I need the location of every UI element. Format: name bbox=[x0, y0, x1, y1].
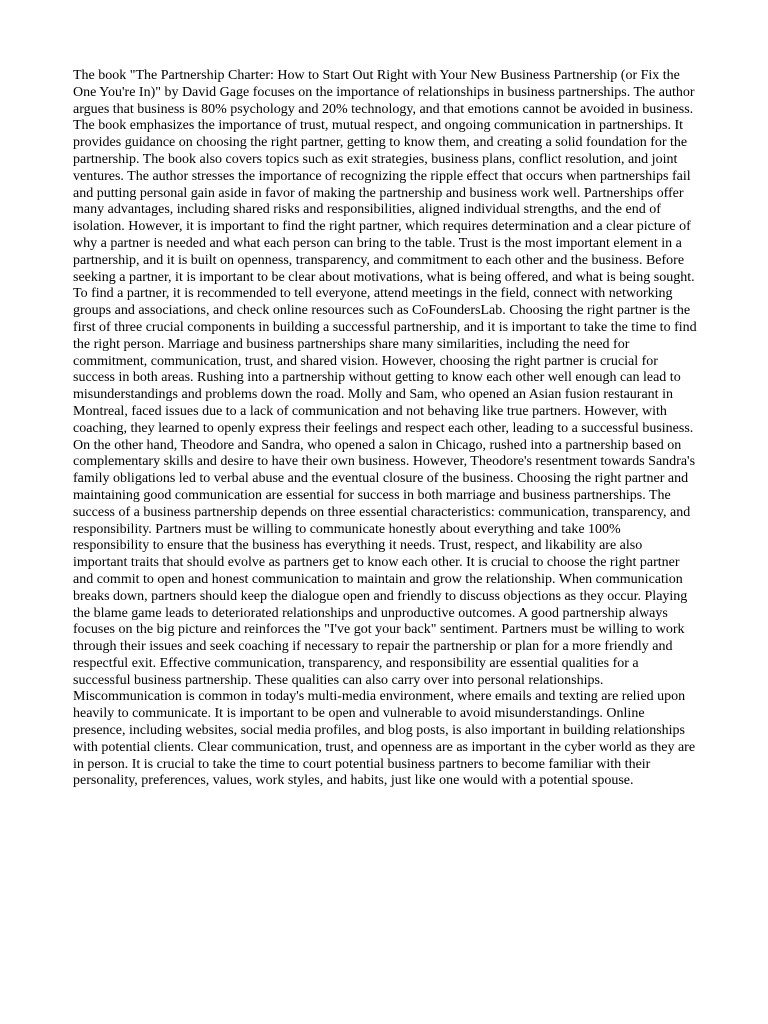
document-page bbox=[73, 68, 698, 790]
summary-paragraph: The book "The Partnership Charter: How to Start Out Right with Your New Business Partnership (or Fix the One You're In)" by David Gage focuses on the importance of relationships in business partnerships. The author argues that business is 80% psychology and 20% technology, and that emotions cannot be avoided in business. The book emphasizes the importance of trust, mutual respect, and ongoing communication in partnerships. It provides guidance on choosing the right partner, getting to know them, and creating a solid foundation for the partnership. The book also covers topics such as exit strategies, business plans, conflict resolution, and joint ventures. The author stresses the importance of recognizing the ripple effect that occurs when partnerships fail and putting personal gain aside in favor of making the partnership and business work well. Partnerships offer many advantages, including shared risks and responsibilities, aligned individual strengths, and the end of isolation. However, it is important to find the right partner, which requires determination and a clear picture of why a partner is needed and what each person can bring to the table. Trust is the most important element in a partnership, and it is built on openness, transparency, and commitment to each other and the business. Before seeking a partner, it is important to be clear about motivations, what is being offered, and what is being sought. To find a partner, it is recommended to tell everyone, attend meetings in the field, connect with networking groups and associations, and check online resources such as CoFoundersLab. Choosing the right partner is the first of three crucial components in building a successful partnership, and it is important to take the time to find the right person. Marriage and business partnerships share many similarities, including the need for commitment, communication, trust, and shared vision. However, choosing the right partner is crucial for success in both areas. Rushing into a partnership without getting to know each other well enough can lead to misunderstandings and problems down the road. Molly and Sam, who opened an Asian fusion restaurant in Montreal, faced issues due to a lack of communication and not behaving like true partners. However, with coaching, they learned to openly express their feelings and respect each other, leading to a successful business. On the other hand, Theodore and Sandra, who opened a salon in Chicago, rushed into a partnership based on complementary skills and desire to have their own business. However, Theodore's resentment towards Sandra's family obligations led to verbal abuse and the eventual closure of the business. Choosing the right partner and maintaining good communication are essential for success in both marriage and business partnerships. The success of a business partnership depends on three essential characteristics: communication, transparency, and responsibility. Partners must be willing to communicate honestly about everything and take 100% responsibility to ensure that the business has everything it needs. Trust, respect, and likability are also important traits that should evolve as partners get to know each other. It is crucial to choose the right partner and commit to open and honest communication to maintain and grow the relationship. When communication breaks down, partners should keep the dialogue open and friendly to discuss objections as they occur. Playing the blame game leads to deteriorated relationships and unproductive outcomes. A good partnership always focuses on the big picture and reinforces the "I've got your back" sentiment. Partners must be willing to work through their issues and seek coaching if necessary to repair the partnership or plan for a more friendly and respectful exit. Effective communication, transparency, and responsibility are essential qualities for a successful business partnership. These qualities can also carry over into personal relationships. Miscommunication is common in today's multi-media environment, where emails and texting are relied upon heavily to communicate. It is important to be open and vulnerable to avoid misunderstandings. Online presence, including websites, social media profiles, and blog posts, is also important in building relationships with potential clients. Clear communication, trust, and openness are as important in the cyber world as they are in person. It is crucial to take the time to court potential business partners to become familiar with their personality, preferences, values, work styles, and habits, just like one would with a potential spouse. bbox=[73, 68, 697, 789]
